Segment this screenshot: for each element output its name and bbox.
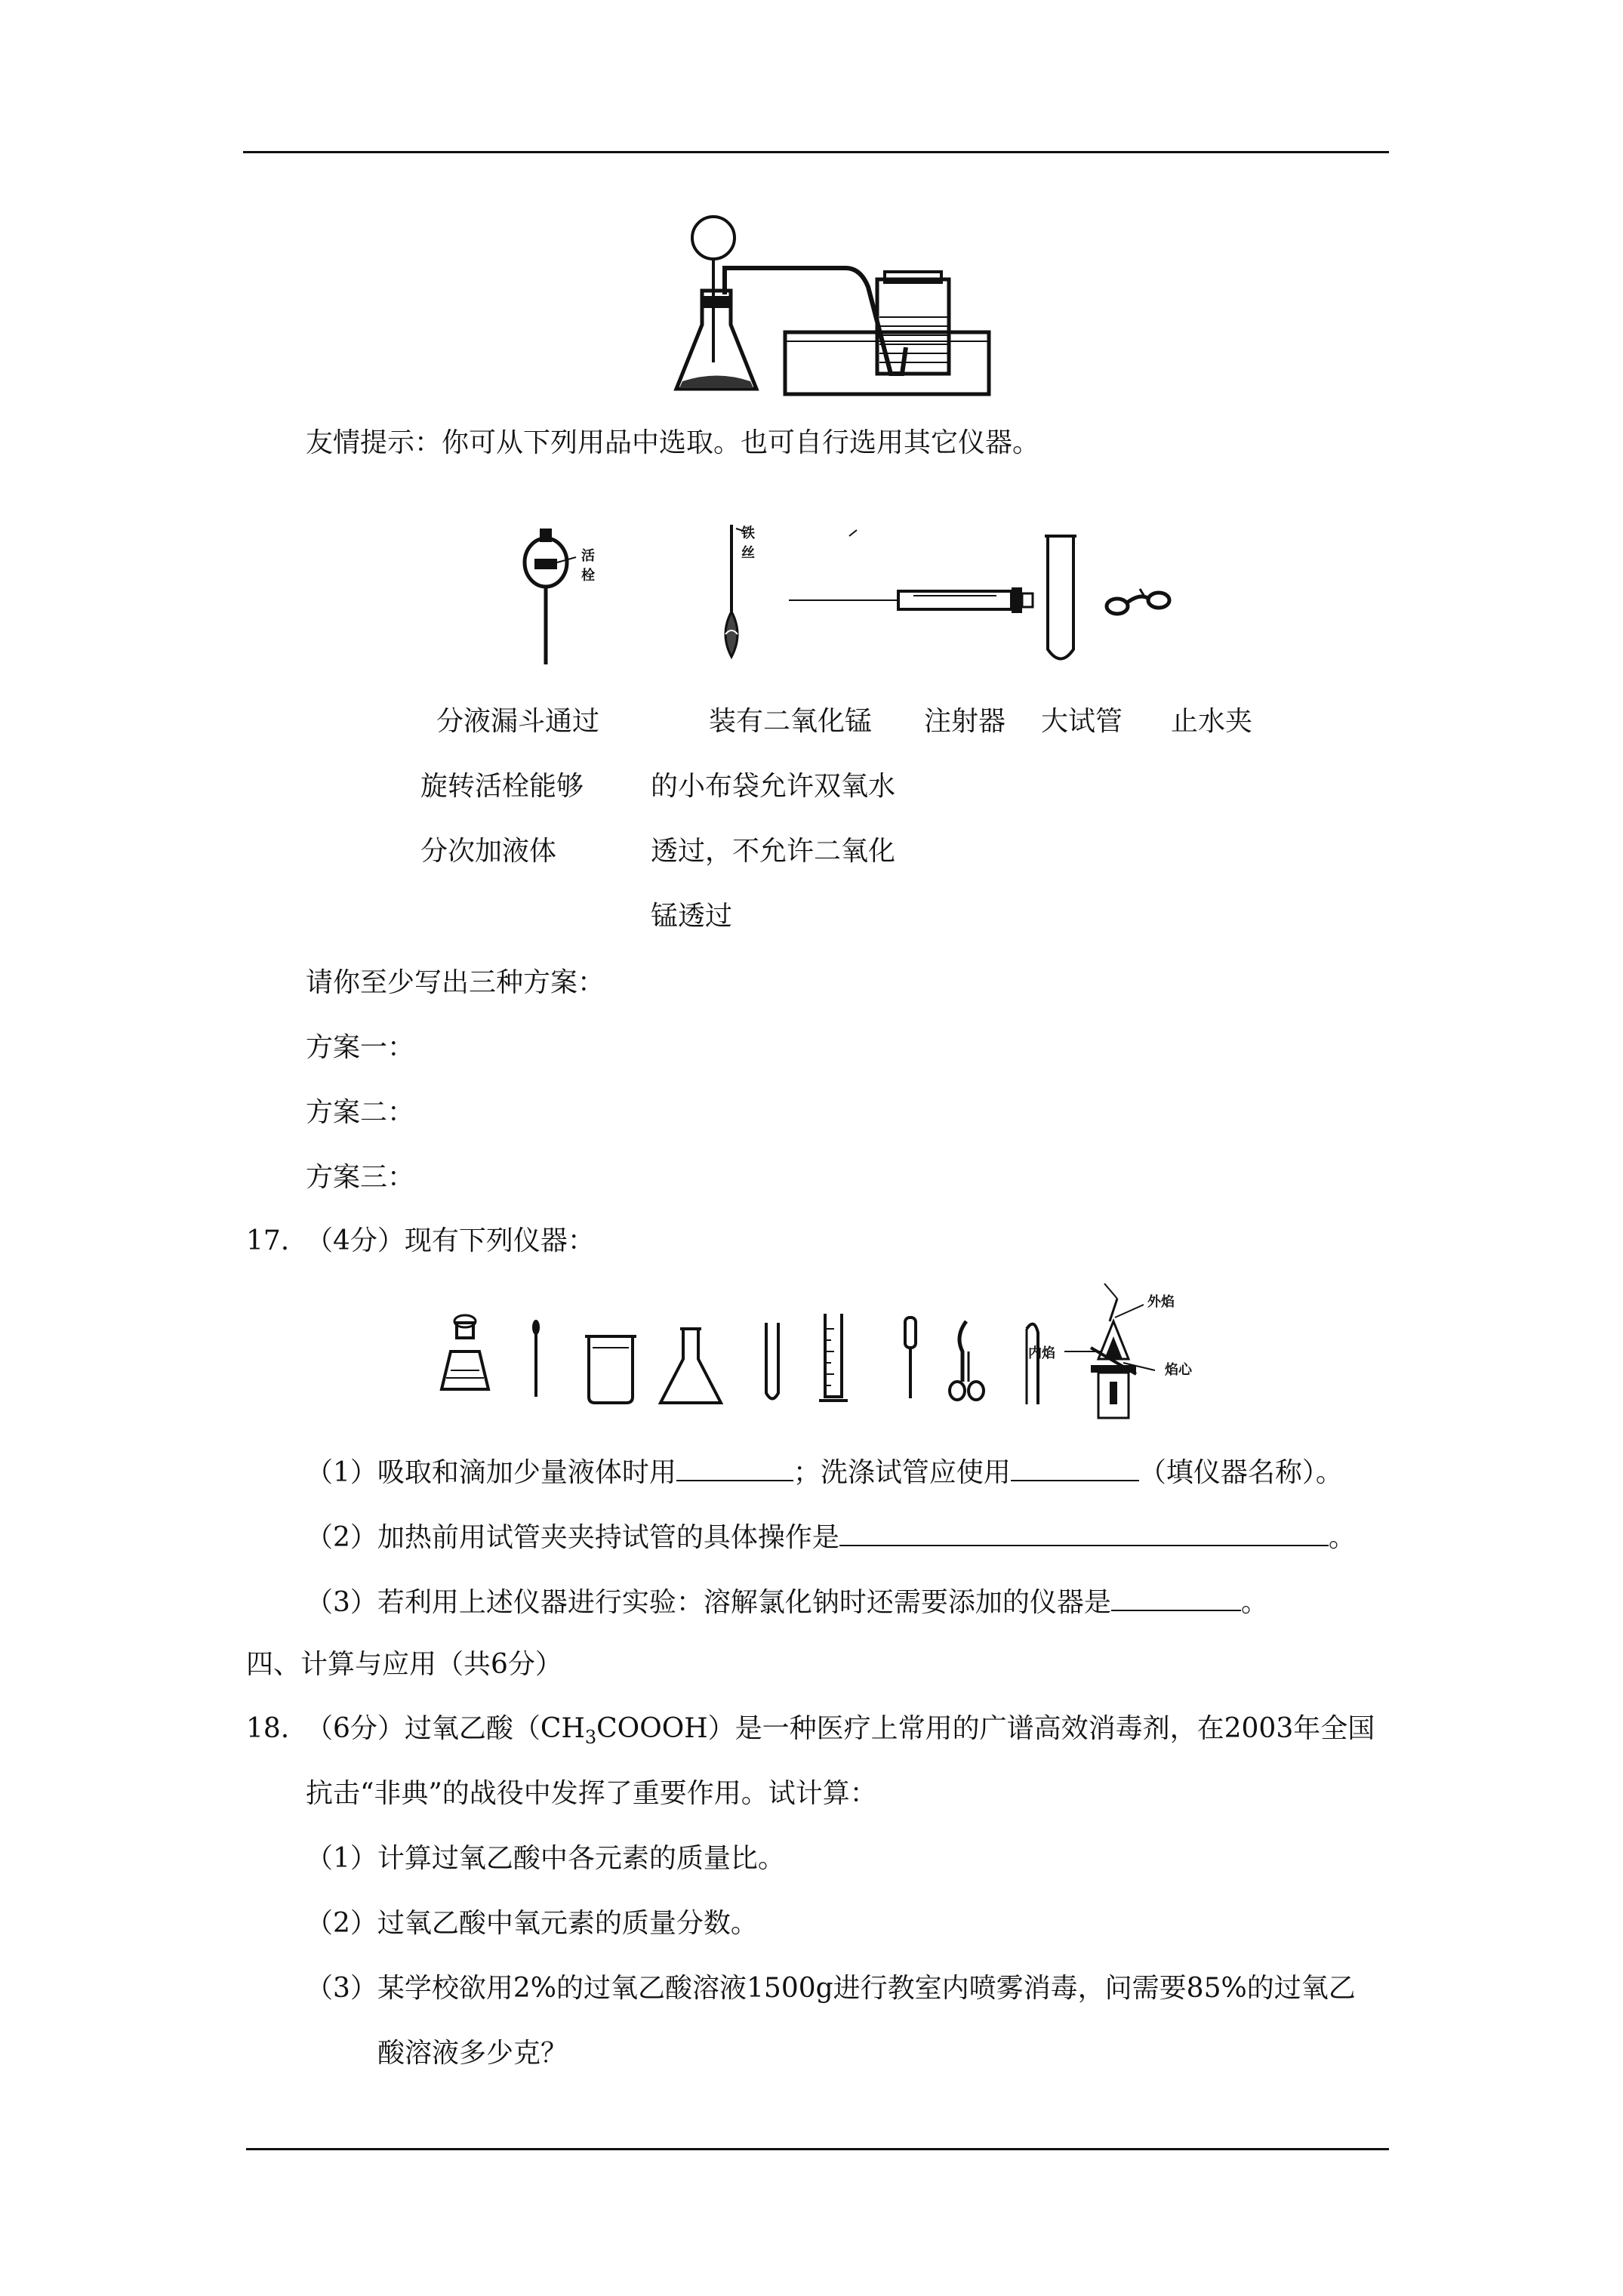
funnel-label-line-3: 分次加液体 (420, 836, 557, 867)
bag-label-line-2: 的小布袋允许双氧水 (651, 771, 896, 802)
stopcock-label: 活栓 (581, 548, 595, 584)
q17-item-3: （3）若利用上述仪器进行实验：溶解氯化钠时还需要添加的仪器是 。 (306, 1584, 1268, 1620)
funnel-label-line-2: 旋转活栓能够 (420, 771, 584, 802)
q18-item-2: （2）过氧乙酸中氧元素的质量分数。 (306, 1908, 758, 1939)
dropper-icon (532, 1320, 540, 1397)
beaker-icon (585, 1336, 636, 1403)
q18-item-1: （1）计算过氧乙酸中各元素的质量比。 (306, 1843, 785, 1874)
flame-outer-label: 外焰 (1147, 1294, 1175, 1310)
clamp-label: 止水夹 (1171, 706, 1253, 737)
separatory-funnel-icon (519, 521, 617, 672)
question-18-line-1: （6分）过氧乙酸$(CH_3COOOH)$是一种医疗上常用的广谱高效消毒剂，在2003年全国 (306, 1713, 1375, 1749)
q18-item-3-cont: 酸溶液多少克？ (377, 2038, 568, 2069)
flame-inner-label: 内焰 (1028, 1345, 1055, 1361)
instruments-figure (434, 1276, 1212, 1427)
funnel-label-line-1: 分液漏斗通过 (436, 706, 600, 737)
answer-blank[interactable] (839, 1519, 1329, 1546)
bag-label-line-1: 装有二氧化锰 (709, 706, 873, 737)
q18-item-3: （3）某学校欲用2%的过氧乙酸溶液1500g进行教室内喷雾消毒，问需要85%的过氧乙 (306, 1973, 1356, 2004)
question-17-title: （4分）现有下列仪器： (306, 1225, 595, 1256)
question-17-number: 17. (246, 1225, 290, 1256)
syringe-label: 注射器 (924, 706, 1006, 737)
syringe-icon (785, 521, 1034, 612)
large-test-tube-icon (1042, 532, 1079, 668)
scheme-2: 方案二： (306, 1097, 415, 1128)
question-18-line-2: 抗击“非典”的战役中发挥了重要作用。试计算： (306, 1778, 877, 1809)
answer-blank[interactable] (1111, 1584, 1241, 1611)
answer-blank[interactable] (676, 1454, 793, 1481)
scheme-3: 方案三： (306, 1162, 415, 1193)
test-tube-label: 大试管 (1041, 706, 1123, 737)
wire-label: 铁丝 (741, 525, 755, 561)
alcohol-lamp-icon (442, 1315, 488, 1389)
answer-blank[interactable] (1011, 1454, 1139, 1481)
section-4-heading: 四、计算与应用（共6分） (246, 1649, 562, 1680)
flame-diagram-icon (1064, 1284, 1155, 1418)
test-tube-icon (766, 1323, 778, 1399)
bag-label-line-4: 锰透过 (651, 901, 733, 932)
schemes-prompt: 请你至少写出三种方案： (306, 967, 605, 998)
question-18-number: 18. (246, 1713, 290, 1744)
rubber-dropper-icon (905, 1318, 916, 1398)
gas-generation-apparatus-figure (672, 211, 996, 400)
graduated-cylinder-icon (819, 1314, 848, 1401)
header-rule (243, 151, 1389, 153)
flame-core-label: 焰心 (1165, 1362, 1192, 1378)
footer-rule (246, 2148, 1389, 2150)
conical-flask-icon (661, 1329, 721, 1403)
hint-text: 友情提示：你可从下列用品中选取。也可自行选用其它仪器。 (306, 427, 1040, 458)
q17-item-2: （2）加热前用试管夹夹持试管的具体操作是 。 (306, 1519, 1356, 1555)
test-tube-holder-icon (950, 1321, 984, 1400)
scheme-1: 方案一： (306, 1032, 415, 1063)
q17-item-1: （1）吸取和滴加少量液体时用 ；洗涤试管应使用 （填仪器名称）。 (306, 1454, 1343, 1490)
bag-label-line-3: 透过，不允许二氧化 (651, 836, 896, 867)
pinch-clamp-icon (1102, 578, 1178, 623)
test-tube-brush-icon (1027, 1324, 1038, 1404)
